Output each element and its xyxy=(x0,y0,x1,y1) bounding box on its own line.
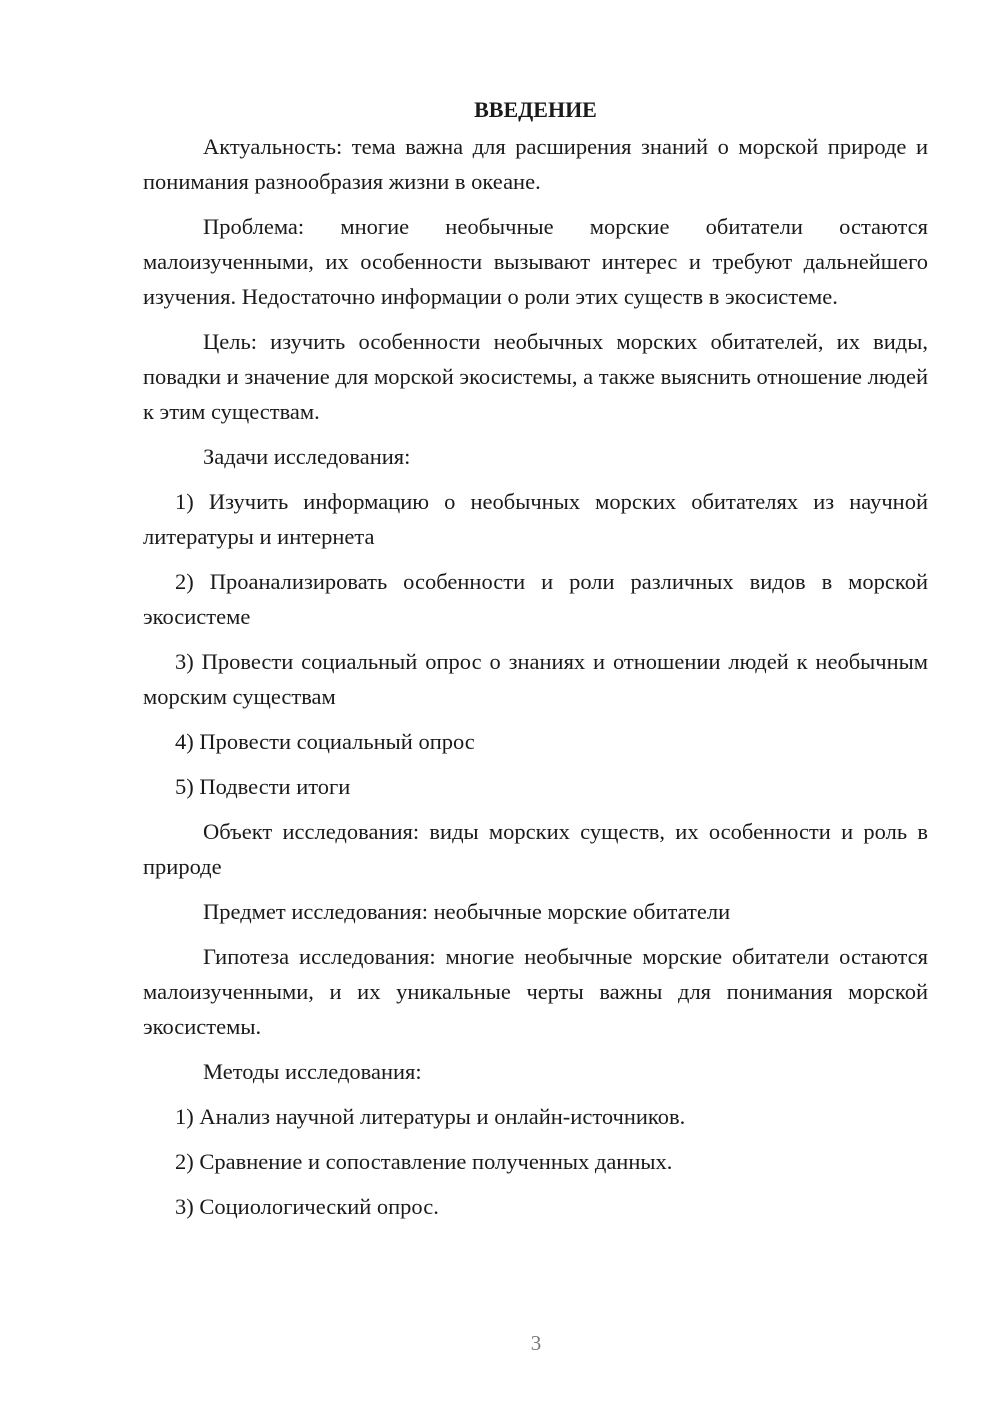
methods-title: Методы исследования: xyxy=(203,1059,422,1084)
method-item: 1) Анализ научной литературы и онлайн-источников. xyxy=(175,1104,686,1129)
task-item: 5) Подвести итоги xyxy=(175,774,351,799)
task-item: 3) Провести социальный опрос о знаниях и отношении людей к необычным морским существам xyxy=(143,649,928,709)
problem-paragraph: Проблема: многие необычные морские обитатели остаются малоизученными, их особенности вызывают интерес и требуют дальнейшего изучения. Недостаточно информации о роли этих существ в экосистеме. xyxy=(143,214,928,309)
hypothesis-paragraph: Гипотеза исследования: многие необычные морские обитатели остаются малоизученными, и их уникальные черты важны для понимания морской экосистемы. xyxy=(143,944,928,1039)
section-heading: ВВЕДЕНИЕ xyxy=(474,97,597,122)
page-number: 3 xyxy=(530,1331,542,1355)
object-paragraph: Объект исследования: виды морских существ, их особенности и роль в природе xyxy=(143,819,928,879)
tasks-title: Задачи исследования: xyxy=(203,444,411,469)
relevance-paragraph: Актуальность: тема важна для расширения знаний о морской природе и понимания разнообразия жизни в океане. xyxy=(143,134,928,194)
task-item: 2) Проанализировать особенности и роли различных видов в морской экосистеме xyxy=(143,569,928,629)
subject-paragraph: Предмет исследования: необычные морские обитатели xyxy=(203,899,731,924)
task-item: 4) Провести социальный опрос xyxy=(175,729,475,754)
method-item: 3) Социологический опрос. xyxy=(175,1194,439,1219)
method-item: 2) Сравнение и сопоставление полученных данных. xyxy=(175,1149,673,1174)
task-item: 1) Изучить информацию о необычных морских обитателях из научной литературы и интернета xyxy=(143,489,928,549)
goal-paragraph: Цель: изучить особенности необычных морских обитателей, их виды, повадки и значение для морской экосистемы, а также выяснить отношение людей к этим существам. xyxy=(143,329,928,424)
document-page xyxy=(143,92,928,1234)
